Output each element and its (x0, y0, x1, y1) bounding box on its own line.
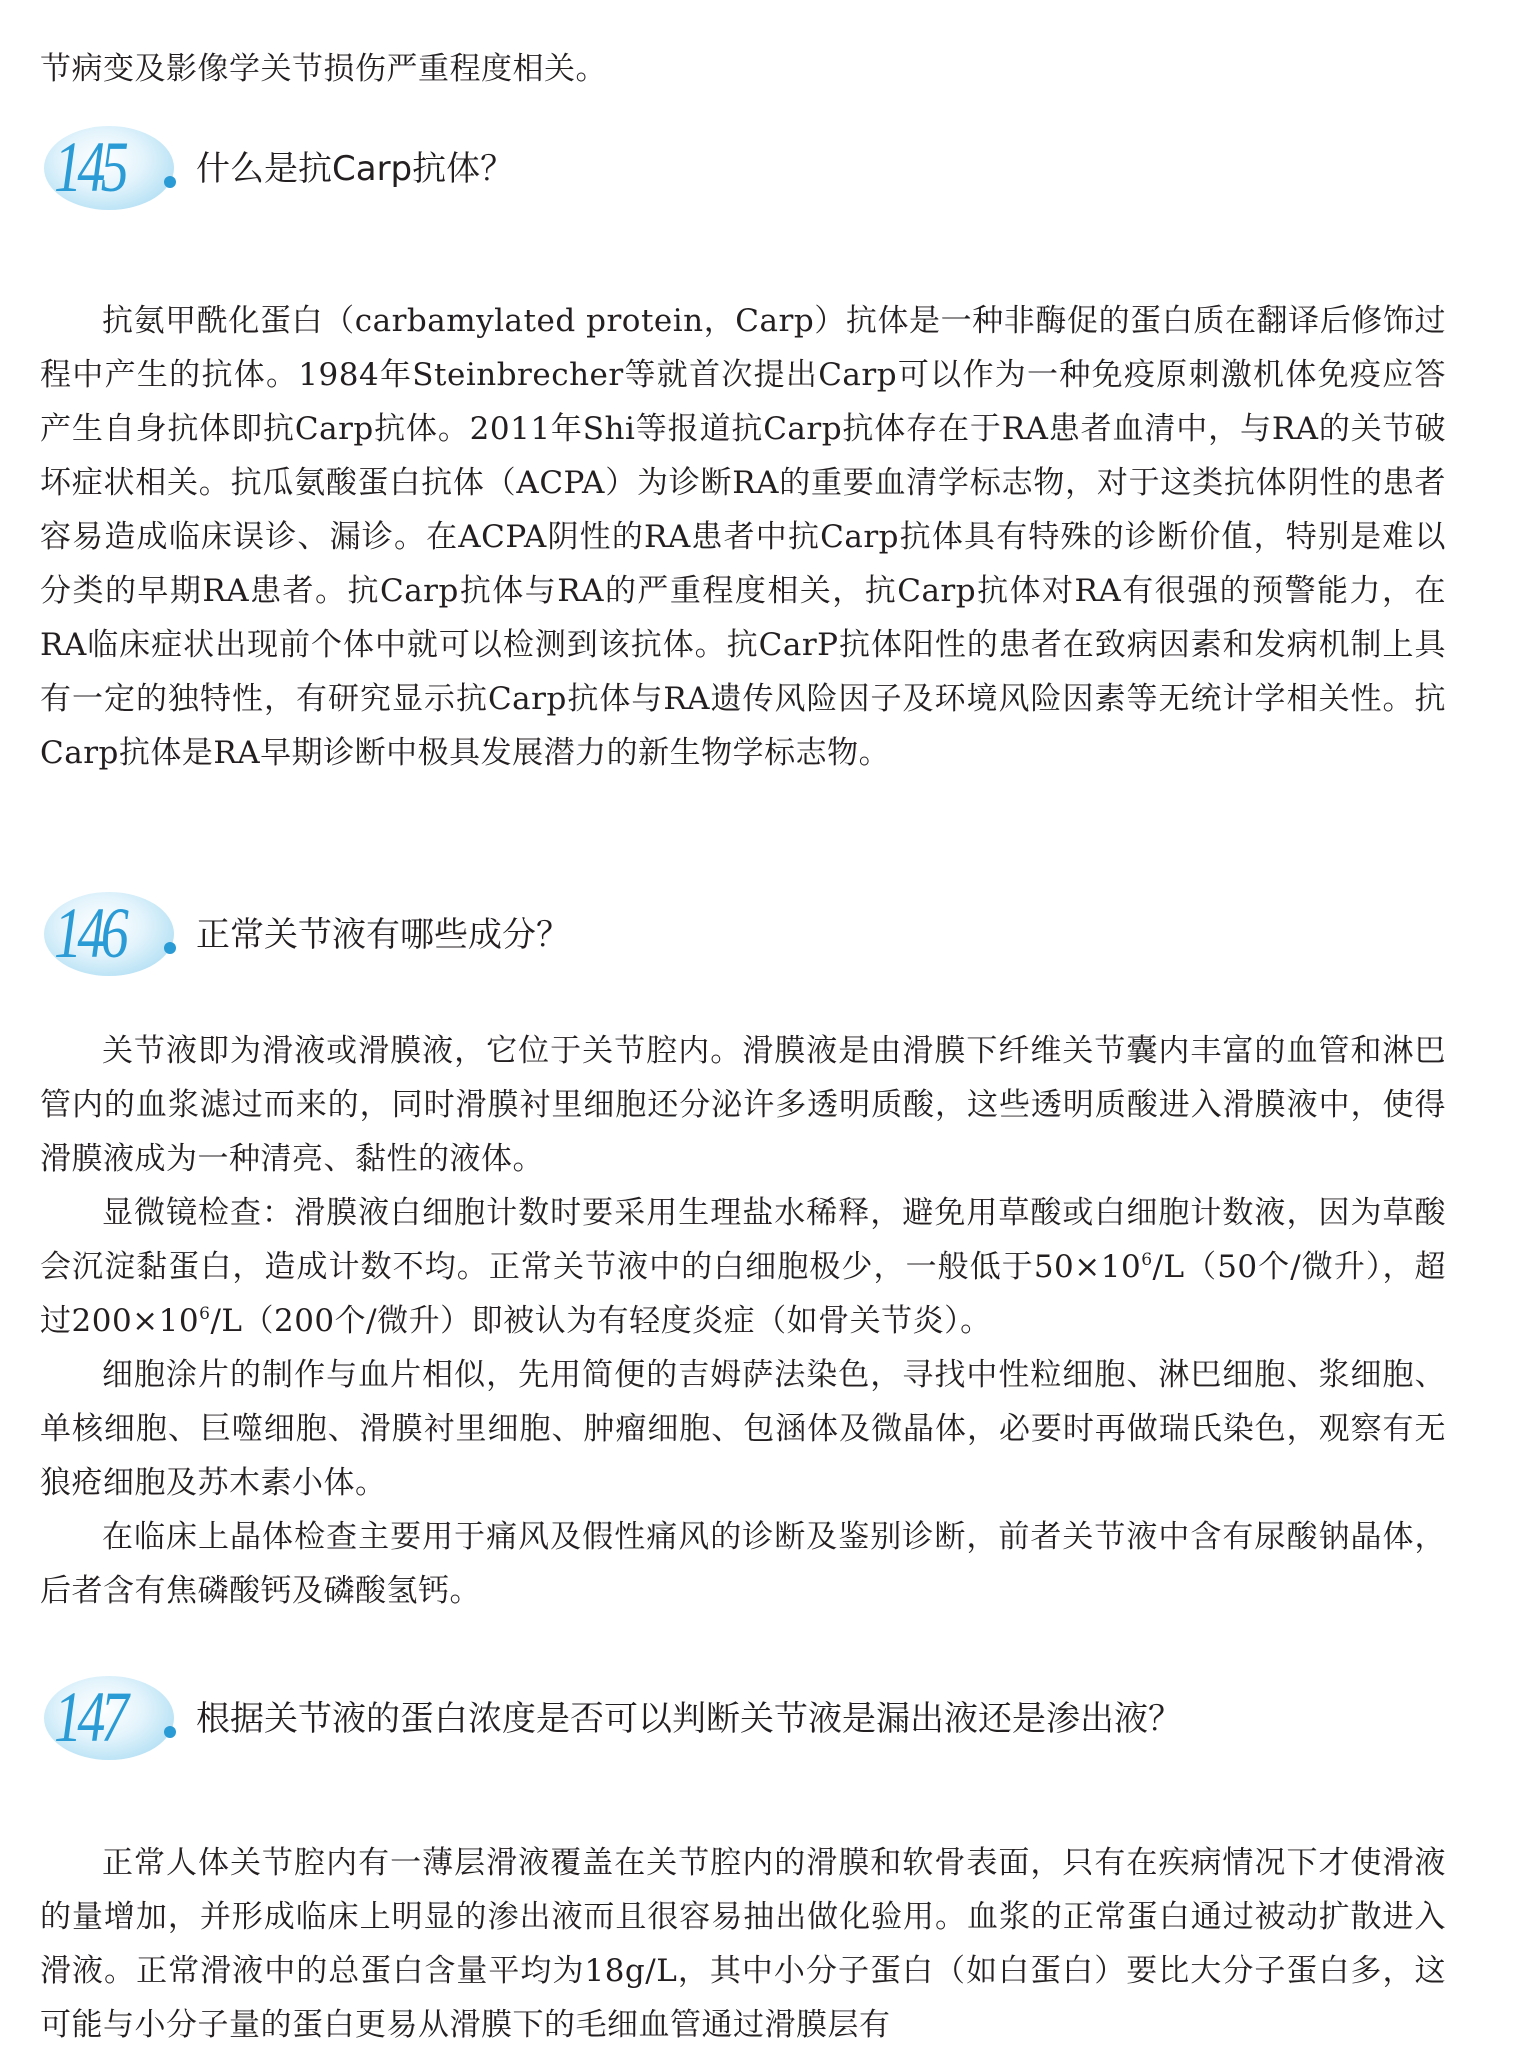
paragraph-text: /L（200个/微升）即被认为有轻度炎症（如骨关节炎）。 (210, 1303, 992, 1339)
section-body-146 (40, 1024, 1446, 1618)
section-body-145 (40, 294, 1446, 780)
question-heading-147 (40, 1668, 1446, 1768)
question-number-badge (40, 884, 190, 984)
body-paragraph: 关节液即为滑液或滑膜液，它位于关节腔内。滑膜液是由滑膜下纤维关节囊内丰富的血管和淋巴管内的血浆滤过而来的，同时滑膜衬里细胞还分泌许多透明质酸，这些透明质酸进入滑膜液中，使得滑膜液成为一种清亮、黏性的液体。 (40, 1033, 1446, 1177)
body-paragraph: 细胞涂片的制作与血片相似，先用简便的吉姆萨法染色，寻找中性粒细胞、淋巴细胞、浆细胞、单核细胞、巨噬细胞、滑膜衬里细胞、肿瘤细胞、包涵体及微晶体，必要时再做瑞氏染色，观察有无狼疮细胞及苏木素小体。 (40, 1357, 1446, 1501)
question-number-badge (40, 118, 190, 218)
body-paragraph-microscopy (40, 1186, 1446, 1348)
question-heading-146 (40, 884, 1446, 984)
question-heading-145 (40, 118, 1446, 218)
superscript-exponent: 6 (1141, 1250, 1153, 1271)
badge-dot (164, 1726, 176, 1738)
paragraph-text: /L（50个/微升），超过200×10 (40, 1249, 1446, 1339)
question-title: 正常关节液有哪些成分？ (196, 915, 570, 955)
question-number: 147 (54, 1677, 125, 1757)
badge-dot (164, 942, 176, 954)
paragraph-text: 显微镜检查：滑膜液白细胞计数时要采用生理盐水稀释，避免用草酸或白细胞计数液，因为草酸会沉淀黏蛋白，造成计数不均。正常关节液中的白细胞极少，一般低于50×10 (40, 1195, 1446, 1285)
opening-paragraph: 节病变及影像学关节损伤严重程度相关。 (40, 51, 607, 87)
section-body-147 (40, 1836, 1446, 2052)
question-title: 根据关节液的蛋白浓度是否可以判断关节液是漏出液还是渗出液？ (196, 1699, 1182, 1739)
question-number: 145 (54, 127, 125, 207)
question-title: 什么是抗Carp抗体？ (196, 149, 515, 189)
body-paragraph: 在临床上晶体检查主要用于痛风及假性痛风的诊断及鉴别诊断，前者关节液中含有尿酸钠晶体，后者含有焦磷酸钙及磷酸氢钙。 (40, 1519, 1446, 1609)
question-number: 146 (54, 893, 125, 973)
body-paragraph: 抗氨甲酰化蛋白（carbamylated protein，Carp）抗体是一种非酶促的蛋白质在翻译后修饰过程中产生的抗体。1984年Steinbrecher等就首次提出Carp可以作为一种免疫原刺激机体免疫应答产生自身抗体即抗Carp抗体。2011年Shi等报道抗Carp抗体存在于RA患者血清中，与RA的关节破坏症状相关。抗瓜氨酸蛋白抗体（ACPA）为诊断RA的重要血清学标志物，对于这类抗体阴性的患者容易造成临床误诊、漏诊。在ACPA阴性的RA患者中抗Carp抗体具有特殊的诊断价值，特别是难以分类的早期RA患者。抗Carp抗体与RA的严重程度相关，抗Carp抗体对RA有很强的预警能力，在RA临床症状出现前个体中就可以检测到该抗体。抗CarP抗体阳性的患者在致病因素和发病机制上具有一定的独特性，有研究显示抗Carp抗体与RA遗传风险因子及环境风险因素等无统计学相关性。抗Carp抗体是RA早期诊断中极具发展潜力的新生物学标志物。 (40, 303, 1446, 771)
body-paragraph: 正常人体关节腔内有一薄层滑液覆盖在关节腔内的滑膜和软骨表面，只有在疾病情况下才使滑液的量增加，并形成临床上明显的渗出液而且很容易抽出做化验用。血浆的正常蛋白通过被动扩散进入滑液。正常滑液中的总蛋白含量平均为18g/L，其中小分子蛋白（如白蛋白）要比大分子蛋白多，这可能与小分子量的蛋白更易从滑膜下的毛细血管通过滑膜层有 (40, 1845, 1446, 2043)
badge-dot (164, 176, 176, 188)
superscript-exponent: 6 (199, 1304, 211, 1325)
question-number-badge (40, 1668, 190, 1768)
